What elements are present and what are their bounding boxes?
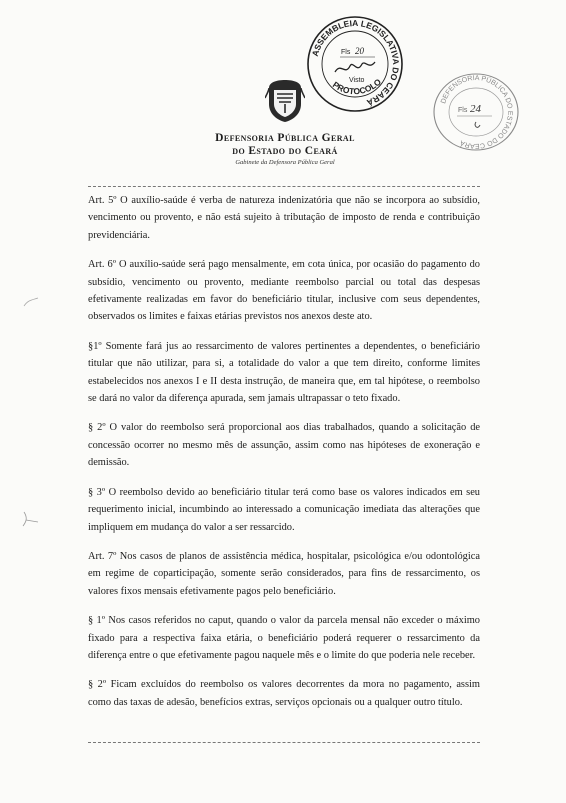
stamp1-ring-text: ASSEMBLEIA LEGISLATIVA DO CEARÁ xyxy=(309,17,402,108)
org-name-line1: Defensoria Pública Geral xyxy=(215,132,355,144)
stamp2-ring-text: DEFENSORIA PÚBLICA DO ESTADO DO CEARÁ xyxy=(440,74,514,150)
article-7-paragraph-2: § 2º Ficam excluídos do reembolso os valores decorrentes da mora no pagamento, assim como das taxas de adesão, benefícios extras, serviços opcionais ou a qualquer outro título. xyxy=(88,679,480,708)
org-subtitle: Gabinete da Defensora Pública Geral xyxy=(235,159,335,166)
footer-divider xyxy=(88,742,480,743)
defensoria-protocol-stamp xyxy=(432,72,520,152)
stamp1-bottom-text: PROTOCOLO xyxy=(330,76,384,97)
header-divider xyxy=(88,186,480,187)
stamp1-visto-label: Visto xyxy=(349,77,365,84)
document-body xyxy=(88,192,480,723)
stamp2-fls-label: Fls xyxy=(458,107,468,114)
assembleia-protocol-stamp xyxy=(305,14,405,114)
article-6-paragraph-1: §1º Somente fará jus ao ressarcimento de valores pertinentes a dependentes, o beneficiário titular que não utilizar, para si, a totalidade do valor a que tem direito, conforme limites estabelecidos nos anexos I e II desta instrução, de maneira que, em tal hipótese, o reembolso se dará no valor da diferença apurada, sem jamais ultrapassar o teto fixado. xyxy=(88,340,480,405)
stamp1-fls-label: Fls xyxy=(341,49,351,56)
article-6-paragraph-3: § 3º O reembolso devido ao beneficiário titular terá como base os valores indicados em seu requerimento inicial, incumbindo ao interessado a comunicação imediata das alterações que impliquem em mudança do valor a ser ressarcido. xyxy=(88,486,480,533)
stamp2-fls-value: 24 xyxy=(470,103,481,115)
margin-mark xyxy=(22,296,42,310)
letterhead xyxy=(180,132,390,167)
article-7-paragraph-1: § 1º Nos casos referidos no caput, quando o valor da parcela mensal não exceder o máximo fixado para a respectiva faixa etária, o beneficiário poderá requerer o ressarcimento da diferença entre o que efetivamente pagou naquele mês e o limite do que poderia nele receber. xyxy=(88,615,480,661)
stamp1-signature xyxy=(335,62,375,72)
article-5: Art. 5º O auxílio-saúde é verba de natureza indenizatória que não se incorpora ao subsídio, vencimento ou provento, e não está sujeito à tributação de imposto de renda e contribuição previdenciária. xyxy=(88,195,480,241)
article-7: Art. 7º Nos casos de planos de assistência médica, hospitalar, psicológica e/ou odontológica em regime de coparticipação, somente serão considerados, para fins de ressarcimento, os valores fixos mensais efetivamente pagos pelo beneficiário. xyxy=(88,550,480,597)
org-name-line2: do Estado do Ceará xyxy=(232,145,338,157)
defensoria-crest-logo xyxy=(265,78,305,124)
article-6-paragraph-2: § 2º O valor do reembolso será proporcional aos dias trabalhados, quando a solicitação de concessão ocorrer no mesmo mês de assunção, assim como nas hipóteses de exoneração e demissão. xyxy=(88,422,480,469)
margin-mark xyxy=(20,508,42,530)
stamp1-fls-value: 20 xyxy=(355,46,364,56)
article-6: Art. 6º O auxílio-saúde será pago mensalmente, em cota única, por ocasião do pagamento do subsídio, vencimento ou provento, mediante reembolso parcial ou total das despesas efetivamente realizadas em favor do beneficiário titular, inclusive com seus dependentes, observados os limites e faixas etárias previstos nos anexos deste ato. xyxy=(88,259,480,323)
